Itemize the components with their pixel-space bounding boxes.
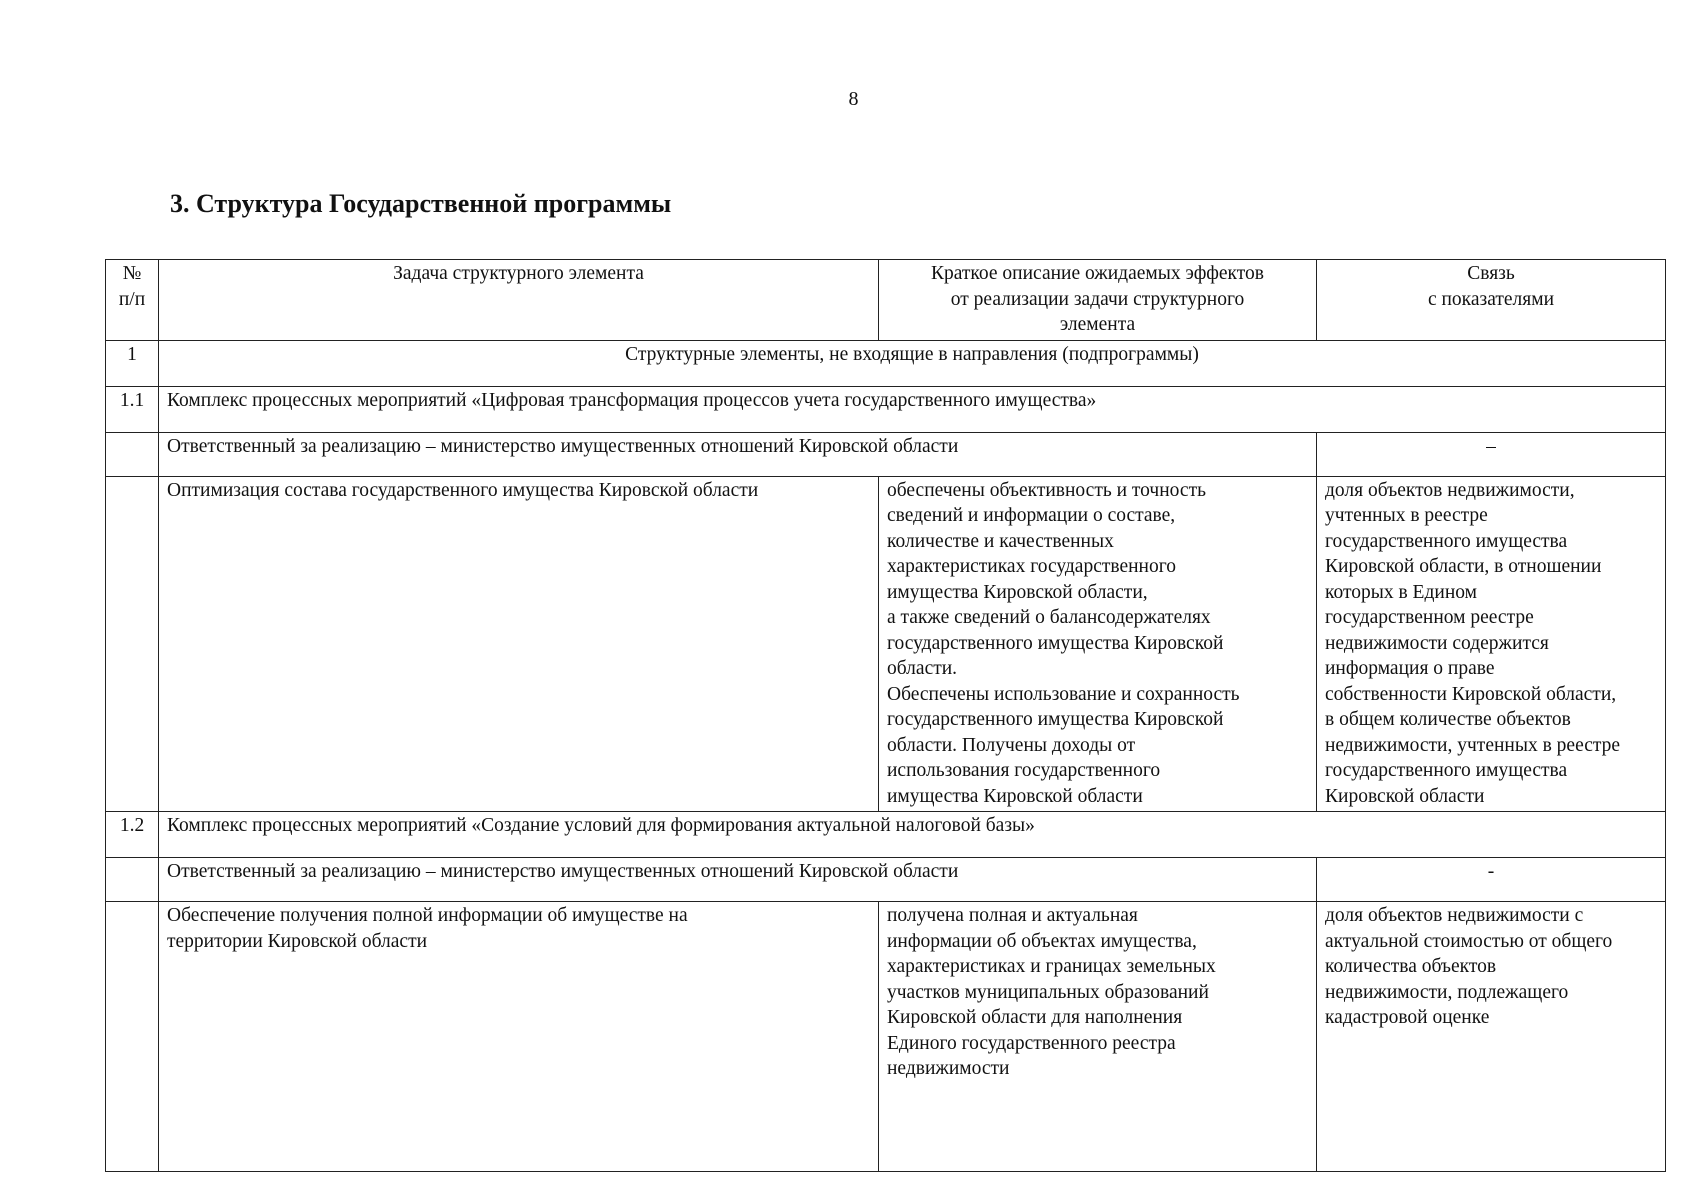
empty-cell (106, 432, 159, 476)
responsible-value: – (1317, 432, 1666, 476)
table-row-complex (106, 386, 1666, 432)
table-row-complex (106, 812, 1666, 858)
row-num: 1 (106, 340, 159, 386)
table-header-row (106, 260, 1666, 341)
row-num: 1.1 (106, 386, 159, 432)
program-structure-table (105, 259, 1666, 1172)
header-effects: Краткое описание ожидаемых эффектов от реализации задачи структурного элемента (879, 260, 1317, 341)
responsible-cell: Ответственный за реализацию – министерство имущественных отношений Кировской области (159, 858, 1317, 902)
page-number: 8 (848, 88, 859, 110)
table-row-task (106, 476, 1666, 812)
header-task: Задача структурного элемента (159, 260, 879, 341)
effects-cell: получена полная и актуальная информации об объектах имущества, характеристиках и границах земельных участков муниципальных образований Кировской области для наполнения Единого государственного реестра недвижимости (879, 902, 1317, 1172)
header-link: Связь с показателями (1317, 260, 1666, 341)
responsible-cell: Ответственный за реализацию – министерство имущественных отношений Кировской области (159, 432, 1317, 476)
complex-title: Комплекс процессных мероприятий «Цифровая трансформация процессов учета государственного имущества» (159, 386, 1666, 432)
complex-title: Комплекс процессных мероприятий «Создание условий для формирования актуальной налоговой базы» (159, 812, 1666, 858)
link-cell: доля объектов недвижимости с актуальной стоимостью от общего количества объектов недвижимости, подлежащего кадастровой оценке (1317, 902, 1666, 1172)
responsible-value: - (1317, 858, 1666, 902)
empty-cell (106, 858, 159, 902)
table-row-responsible (106, 432, 1666, 476)
table-row-task (106, 902, 1666, 1172)
task-cell: Обеспечение получения полной информации об имуществе на территории Кировской области (159, 902, 879, 1172)
section-heading: Структурные элементы, не входящие в направления (подпрограммы) (159, 340, 1666, 386)
empty-cell (106, 902, 159, 1172)
section-title: 3. Структура Государственной программы (170, 189, 672, 218)
link-cell: доля объектов недвижимости, учтенных в реестре государственного имущества Кировской области, в отношении которых в Едином государственном реестре недвижимости содержится информация о праве собственности Кировской области, в общем количестве объектов недвижимости, учтенных в реестре государственного имущества Кировской области (1317, 476, 1666, 812)
empty-cell (106, 476, 159, 812)
table-row-section (106, 340, 1666, 386)
effects-cell: обеспечены объективность и точность сведений и информации о составе, количестве и качественных характеристиках государственного имущества Кировской области, а также сведений о балансодержателях государственного имущества Кировской области. Обеспечены использование и сохранность государственного имущества Кировской области. Получены доходы от использования государственного имущества Кировской области (879, 476, 1317, 812)
table-row-responsible (106, 858, 1666, 902)
task-cell: Оптимизация состава государственного имущества Кировской области (159, 476, 879, 812)
row-num: 1.2 (106, 812, 159, 858)
header-num: № п/п (106, 260, 159, 341)
